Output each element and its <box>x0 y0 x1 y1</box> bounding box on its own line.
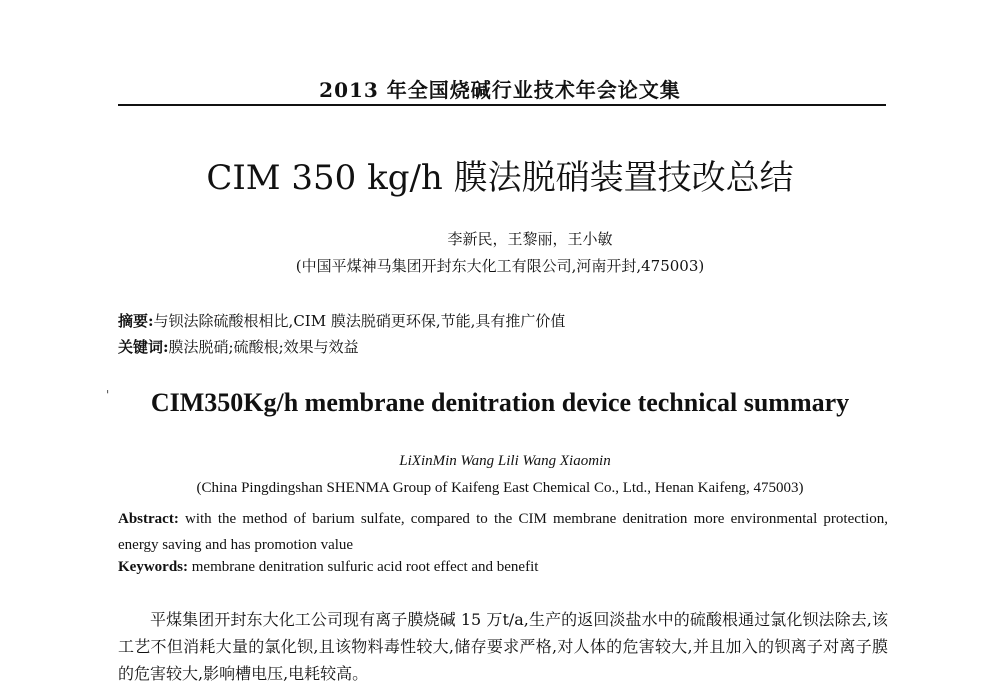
english-keywords-text: membrane denitration sulfuric acid root effect and benefit <box>188 559 539 575</box>
english-keywords <box>118 559 888 576</box>
chinese-abstract-text: 与钡法除硫酸根相比,CIM 膜法脱硝更环保,节能,具有推广价值 <box>153 312 566 330</box>
chinese-authors: 李新民，王黎丽，王小敏 <box>447 230 613 248</box>
chinese-keywords-text: 膜法脱硝;硫酸根;效果与效益 <box>168 338 359 356</box>
chinese-title: CIM 350 kg/h 膜法脱硝装置技改总结 <box>206 158 794 198</box>
english-authors: LiXinMin Wang Lili Wang Xiaomin <box>399 453 611 469</box>
english-affiliation: (China Pingdingshan SHENMA Group of Kaifeng East Chemical Co., Ltd., Henan Kaifeng, 475003) <box>196 480 804 496</box>
english-abstract <box>118 506 888 558</box>
english-abstract-text: with the method of barium sulfate, compared to the CIM membrane denitration more environmental protection, energy saving and has promotion value <box>118 511 888 553</box>
chinese-abstract-label: 摘要: <box>118 312 154 330</box>
english-keywords-label: Keywords: <box>118 559 188 575</box>
proceedings-header: 2013 年全国烧碱行业技术年会论文集 <box>319 78 681 102</box>
chinese-affiliation: (中国平煤神马集团开封东大化工有限公司,河南开封,475003) <box>295 257 705 275</box>
chinese-abstract <box>118 310 888 331</box>
chinese-keywords-label: 关键词: <box>118 338 169 356</box>
english-abstract-label: Abstract: <box>118 511 179 527</box>
english-title: CIM350Kg/h membrane denitration device technical summary <box>150 388 850 417</box>
scan-artifact-mark: ' <box>106 388 110 402</box>
body-paragraph: 平煤集团开封东大化工公司现有离子膜烧碱 15 万t/a,生产的返回淡盐水中的硫酸根通过氯化钡法除去,该工艺不但消耗大量的氯化钡,且该物料毒性较大,储存要求严格,对人体的危害较大,并且加入的钡离子对离子膜的危害较大,影响槽电压,电耗较高。 <box>118 610 888 683</box>
chinese-keywords <box>118 336 888 357</box>
header-divider <box>118 104 886 106</box>
